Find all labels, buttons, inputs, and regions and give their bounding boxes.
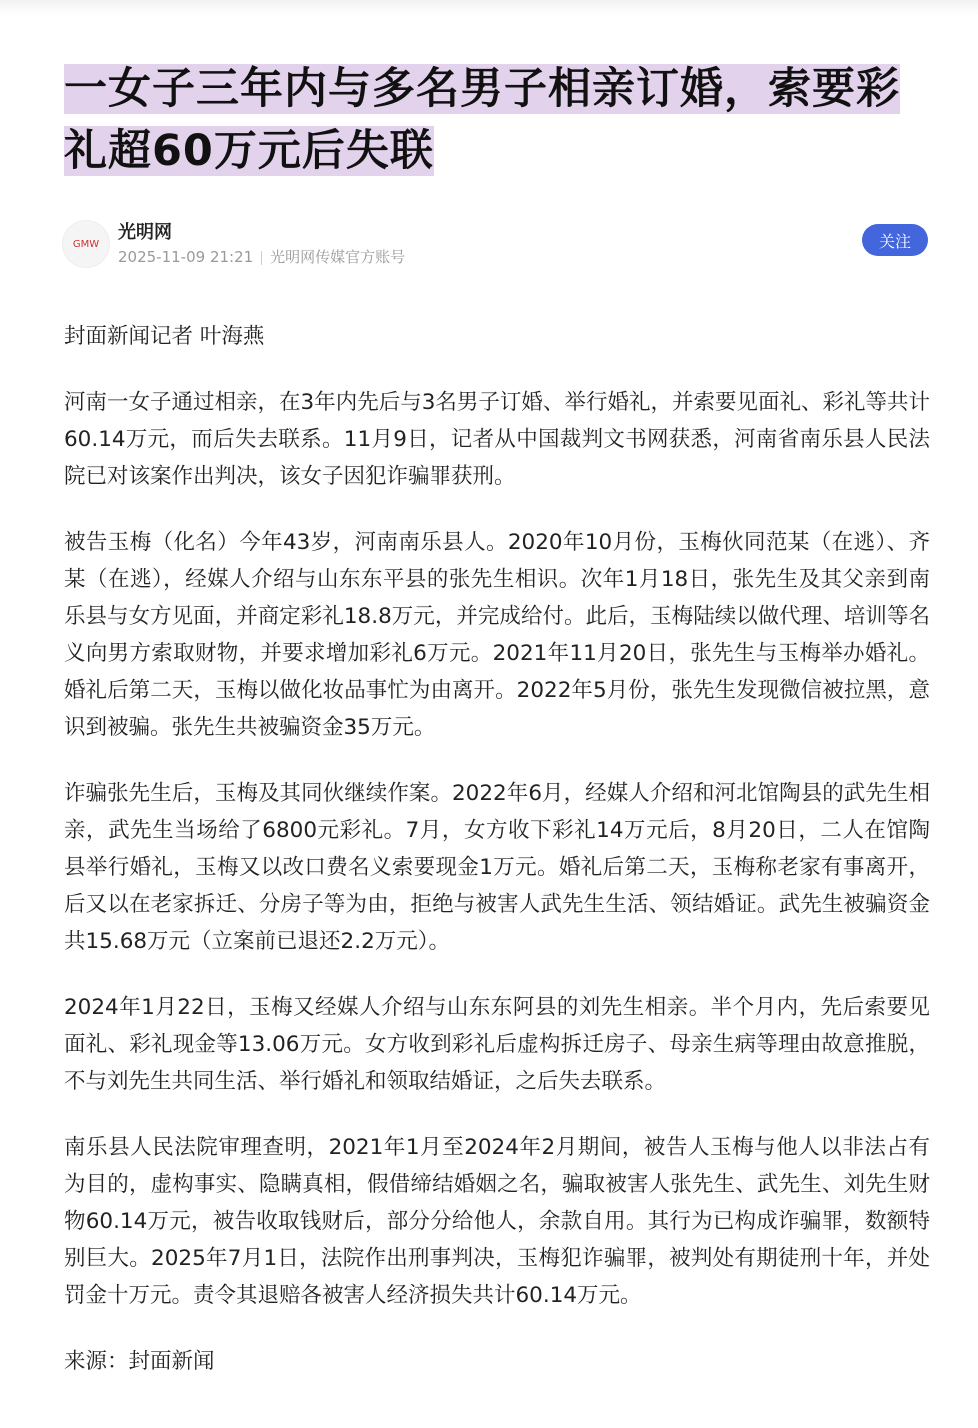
author-meta [118, 246, 405, 267]
publish-date: 2025-11-09 21:21 [118, 248, 254, 266]
author-avatar[interactable]: GMW [62, 220, 110, 268]
paragraph: 河南一女子通过相亲，在3年内先后与3名男子订婚、举行婚礼，并索要见面礼、彩礼等共计60.14万元，而后失去联系。11月9日，记者从中国裁判文书网获悉，河南省南乐县人民法院已对该案作出判决，该女子因犯诈骗罪获刑。 [64, 390, 930, 489]
divider [261, 251, 262, 265]
article-body [64, 318, 930, 1409]
paragraph: 南乐县人民法院审理查明，2021年1月至2024年2月期间，被告人玉梅与他人以非法占有为目的，虚构事实、隐瞒真相，假借缔结婚姻之名，骗取被害人张先生、武先生、刘先生财物60.14万元，被告收取钱财后，部分分给他人，余款自用。其行为已构成诈骗罪，数额特别巨大。2025年7月1日，法院作出刑事判决，玉梅犯诈骗罪，被判处有期徒刑十年，并处罚金十万元。责令其退赔各被害人经济损失共计60.14万元。 [64, 1135, 930, 1308]
follow-button[interactable]: 关注 [862, 224, 928, 256]
author-name[interactable]: 光明网 [118, 222, 172, 243]
paragraph: 被告玉梅（化名）今年43岁，河南南乐县人。2020年10月份，玉梅伙同范某（在逃）、齐某（在逃），经媒人介绍与山东东平县的张先生相识。次年1月18日，张先生及其父亲到南乐县与女方见面，并商定彩礼18.8万元，并完成给付。此后，玉梅陆续以做代理、培训等名义向男方索取财物，并要求增加彩礼6万元。2021年11月20日，张先生与玉梅举办婚礼。婚礼后第二天，玉梅以做化妆品事忙为由离开。2022年5月份，张先生发现微信被拉黑，意识到被骗。张先生共被骗资金35万元。 [64, 530, 930, 740]
source-line: 来源：封面新闻 [64, 1349, 215, 1374]
paragraph: 诈骗张先生后，玉梅及其同伙继续作案。2022年6月，经媒人介绍和河北馆陶县的武先生相亲，武先生当场给了6800元彩礼。7月，女方收下彩礼14万元后，8月20日，二人在馆陶县举行婚礼，玉梅又以改口费名义索要现金1万元。婚礼后第二天，玉梅称老家有事离开，后又以在老家拆迁、分房子等为由，拒绝与被害人武先生生活、领结婚证。武先生被骗资金共15.68万元（立案前已退还2.2万元）。 [64, 781, 930, 954]
paragraph: 2024年1月22日，玉梅又经媒人介绍与山东东阿县的刘先生相亲。半个月内，先后索要见面礼、彩礼现金等13.06万元。女方收到彩礼后虚构拆迁房子、母亲生病等理由故意推脱，不与刘先生共同生活、举行婚礼和领取结婚证，之后失去联系。 [64, 995, 930, 1094]
article-title [64, 58, 934, 182]
author-bar [62, 218, 928, 268]
top-bar [0, 0, 978, 16]
account-type: 光明网传媒官方账号 [270, 248, 406, 266]
reporter-line: 封面新闻记者 叶海燕 [64, 324, 265, 349]
title-text: 一女子三年内与多名男子相亲订婚，索要彩礼超60万元后失联 [64, 64, 900, 176]
